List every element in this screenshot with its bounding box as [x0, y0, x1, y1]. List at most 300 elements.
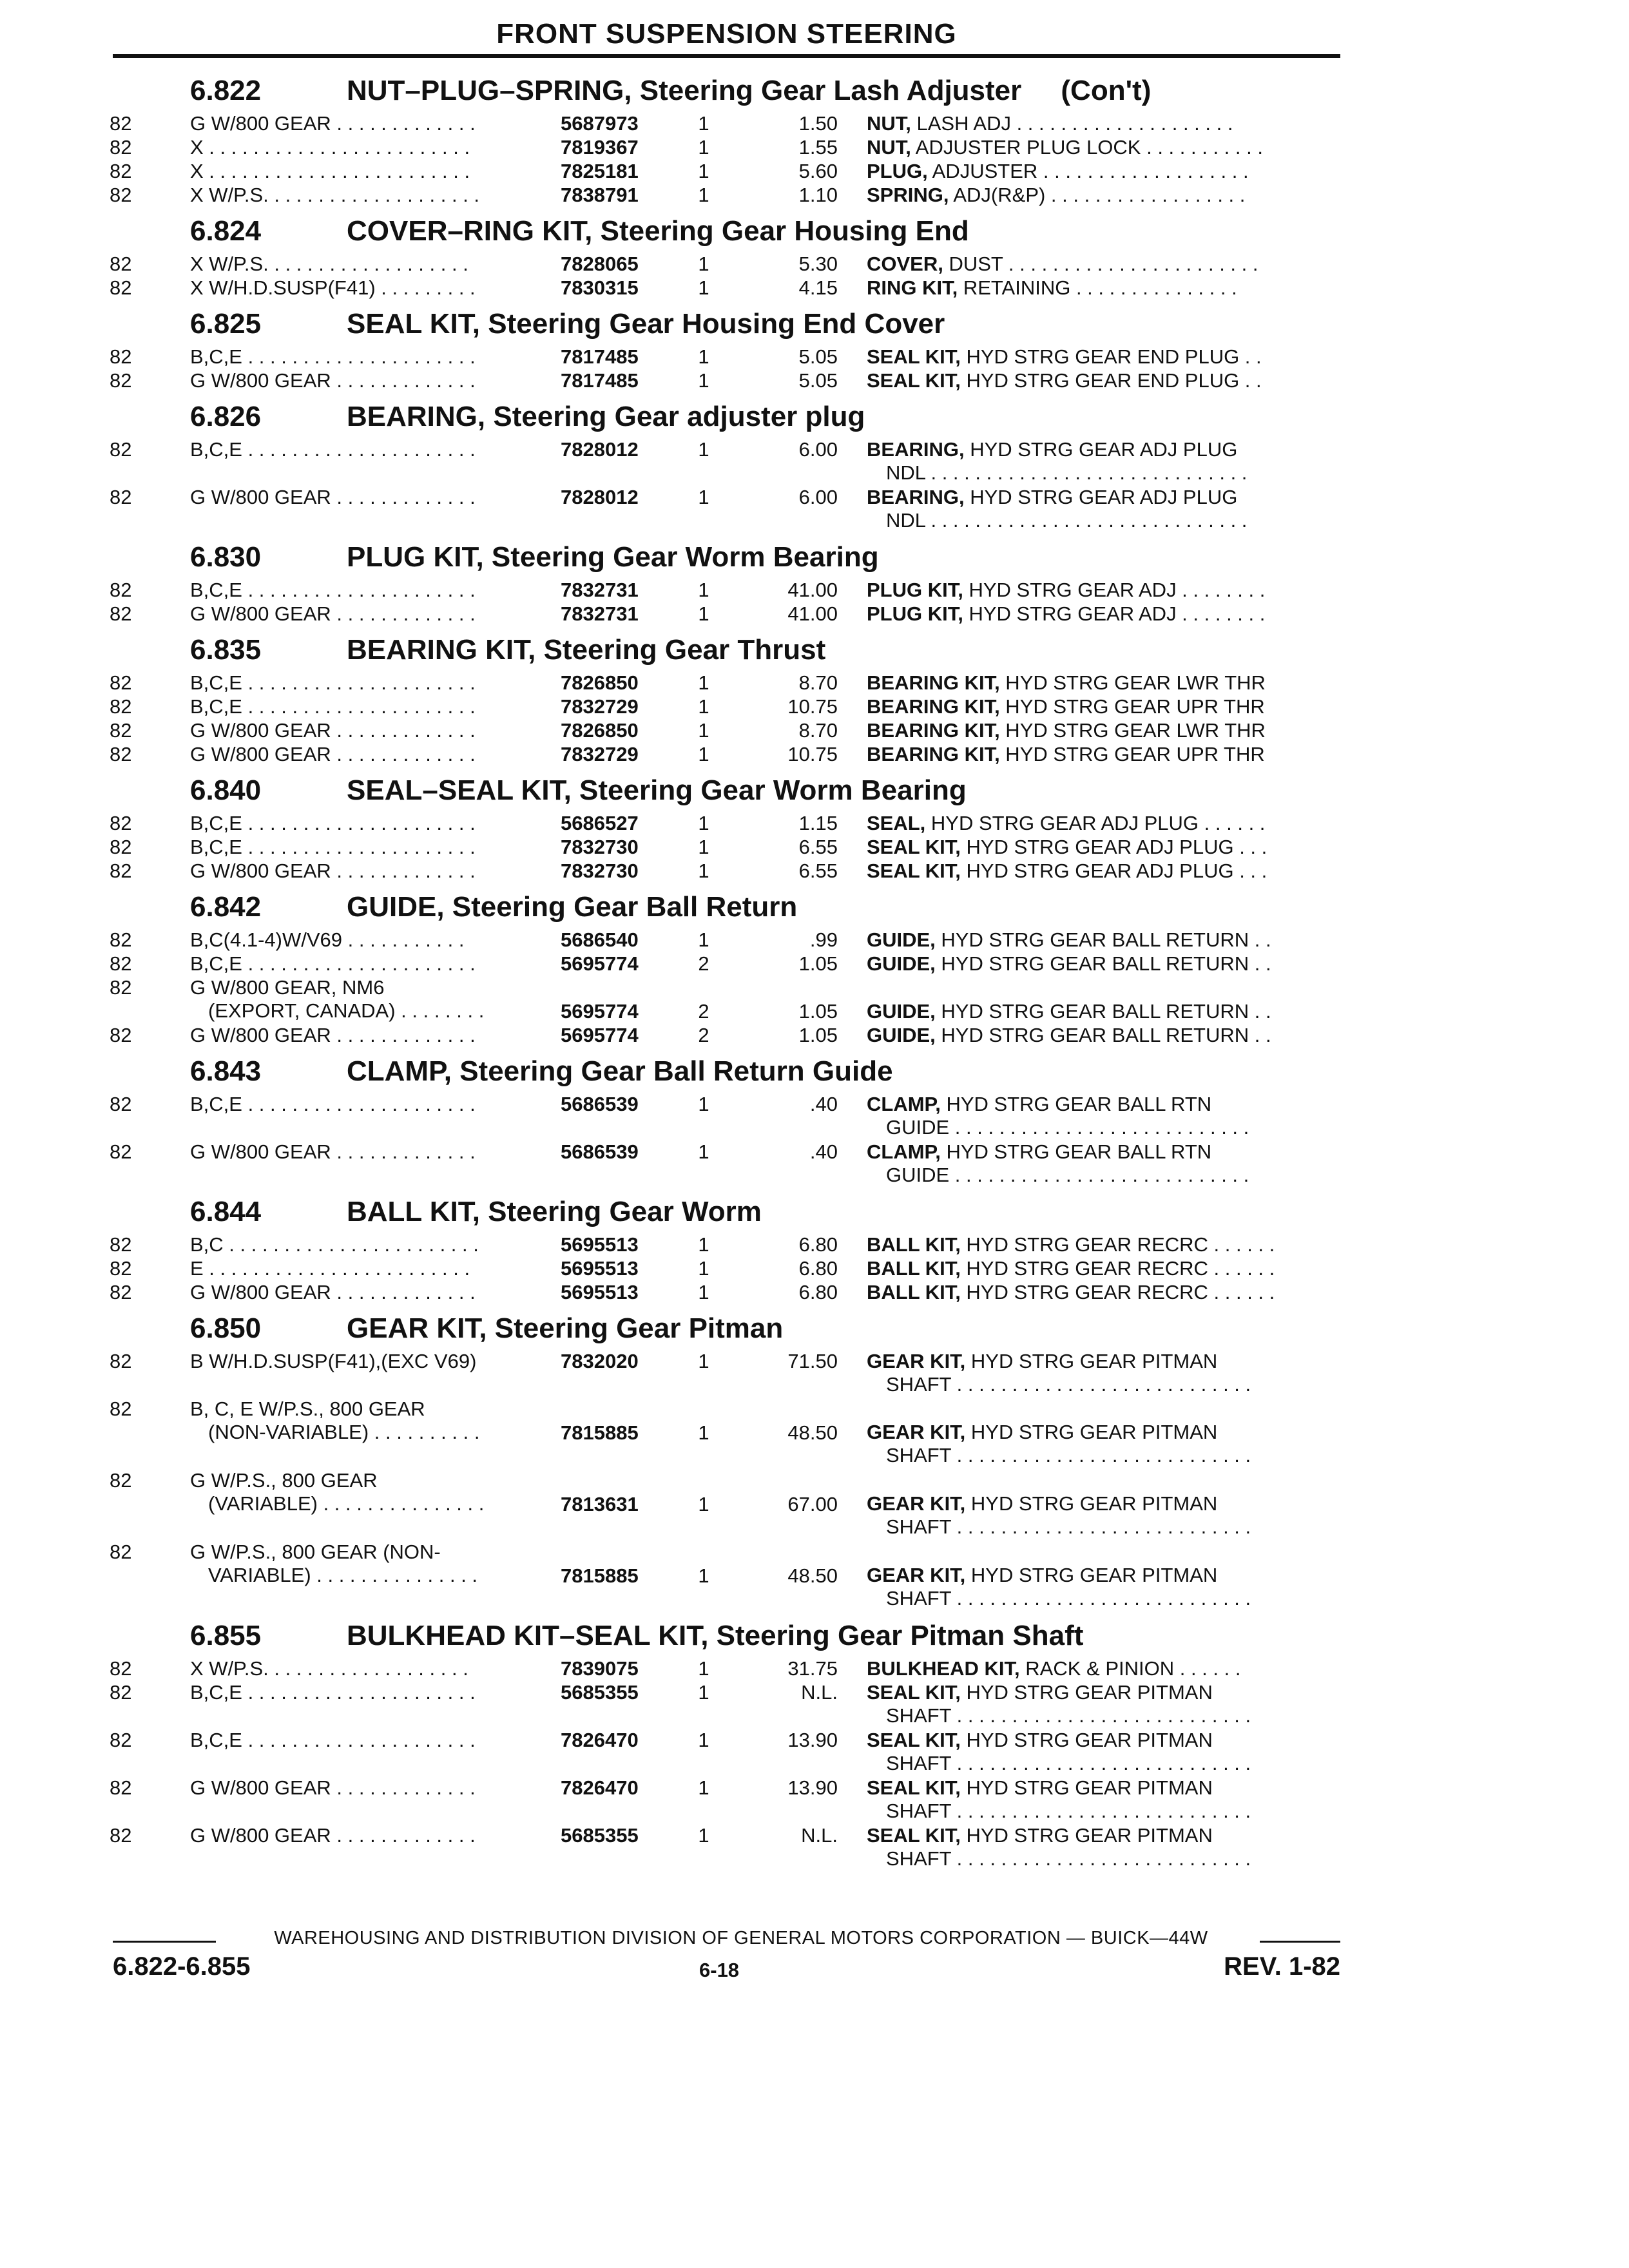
- price: 6.80: [798, 1257, 838, 1280]
- description-noun: BEARING,: [867, 486, 965, 508]
- description-line-1: [867, 812, 1340, 835]
- part-row: [0, 184, 1629, 207]
- description-noun: SEAL KIT,: [867, 1681, 961, 1704]
- part-description: [867, 602, 1340, 626]
- section-heading: [0, 1305, 1629, 1350]
- model-application: [190, 1541, 535, 1587]
- part-number: 7832731: [561, 579, 639, 601]
- section-number: 6.830: [190, 541, 262, 573]
- quantity: 1: [698, 276, 709, 299]
- description-text: HYD STRG GEAR ADJ . . . . . . . .: [963, 579, 1266, 601]
- part-row: [0, 1681, 1629, 1729]
- description-line-2: SHAFT . . . . . . . . . . . . . . . . . . . . . . . . . . .: [886, 1515, 1251, 1538]
- quantity: 2: [698, 1024, 709, 1046]
- section-6-835: [0, 626, 1629, 767]
- part-number: 5695513: [561, 1281, 639, 1303]
- price: 10.75: [787, 695, 838, 718]
- model-line-1: B W/H.D.SUSP(F41),(EXC V69): [190, 1350, 477, 1372]
- section-title: BEARING KIT, Steering Gear Thrust: [347, 634, 826, 666]
- model-line-1: B,C,E . . . . . . . . . . . . . . . . . . . . .: [190, 345, 476, 368]
- part-description: [867, 1729, 1340, 1775]
- section-title: CLAMP, Steering Gear Ball Return Guide: [347, 1055, 893, 1087]
- price: 6.80: [798, 1233, 838, 1256]
- quantity: 1: [698, 812, 709, 834]
- price: 4.15: [798, 276, 838, 299]
- description-line-1: [867, 1776, 1340, 1800]
- section-number: 6.843: [190, 1055, 262, 1087]
- section-6-844: [0, 1188, 1629, 1305]
- description-text: HYD STRG GEAR END PLUG . .: [960, 369, 1262, 392]
- part-row: [0, 1657, 1629, 1681]
- model-line-1: B,C,E . . . . . . . . . . . . . . . . . . . . .: [190, 671, 476, 694]
- part-description: [867, 928, 1340, 952]
- model-application: [190, 1024, 535, 1047]
- description-text: HYD STRG GEAR ADJ PLUG . . .: [960, 836, 1268, 858]
- description-noun: GEAR KIT,: [867, 1350, 966, 1372]
- description-noun: RING KIT,: [867, 276, 958, 299]
- model-line-1: G W/800 GEAR . . . . . . . . . . . . .: [190, 112, 476, 135]
- quantity: 1: [698, 160, 709, 182]
- part-description: [867, 1776, 1340, 1823]
- quantity: 2: [698, 952, 709, 975]
- part-description: [867, 276, 1340, 300]
- model-application: [190, 112, 535, 135]
- model-application: [190, 976, 535, 1023]
- section-heading: [0, 626, 1629, 671]
- model-year: 82: [110, 1140, 132, 1163]
- section-heading: [0, 1188, 1629, 1233]
- description-noun: BEARING,: [867, 438, 965, 461]
- price: N.L.: [801, 1824, 838, 1847]
- model-application: [190, 136, 535, 159]
- part-number: 7828012: [561, 438, 639, 461]
- part-number: 7817485: [561, 345, 639, 368]
- quantity: 1: [698, 438, 709, 461]
- section-title: COVER–RING KIT, Steering Gear Housing End: [347, 215, 969, 247]
- section-heading: [0, 393, 1629, 438]
- description-text: HYD STRG GEAR PITMAN: [960, 1824, 1213, 1847]
- model-line-1: X W/P.S. . . . . . . . . . . . . . . . . . .: [190, 1657, 468, 1680]
- section-heading: [0, 883, 1629, 928]
- section-number: 6.824: [190, 215, 262, 247]
- model-line-1: B,C,E . . . . . . . . . . . . . . . . . . . . .: [190, 1093, 476, 1115]
- model-year: 82: [110, 438, 132, 461]
- part-number: 7825181: [561, 160, 639, 182]
- model-line-2: (VARIABLE) . . . . . . . . . . . . . . .: [208, 1492, 485, 1515]
- price: 10.75: [787, 743, 838, 765]
- section-heading: [0, 533, 1629, 579]
- part-row: [0, 1281, 1629, 1305]
- description-line-2: SHAFT . . . . . . . . . . . . . . . . . . . . . . . . . . .: [886, 1800, 1251, 1822]
- part-number: 7832730: [561, 836, 639, 858]
- price: N.L.: [801, 1681, 838, 1704]
- model-line-2: (EXPORT, CANADA) . . . . . . . .: [208, 999, 485, 1022]
- model-line-1: G W/800 GEAR . . . . . . . . . . . . .: [190, 743, 476, 765]
- description-noun: SEAL,: [867, 812, 926, 834]
- section-number: 6.842: [190, 891, 262, 923]
- quantity: 1: [698, 1681, 709, 1704]
- price: 1.50: [798, 112, 838, 135]
- price: 6.00: [798, 486, 838, 508]
- model-year: 82: [110, 952, 132, 975]
- part-row: [0, 1093, 1629, 1140]
- footer-rule-left: [113, 1941, 216, 1943]
- part-row: [0, 438, 1629, 486]
- model-application: [190, 1350, 535, 1373]
- section-title: BULKHEAD KIT–SEAL KIT, Steering Gear Pitman Shaft: [347, 1620, 1084, 1651]
- description-line-1: [867, 579, 1340, 602]
- quantity: 1: [698, 579, 709, 601]
- quantity: 1: [698, 1281, 709, 1303]
- price: 67.00: [787, 1493, 838, 1515]
- description-line-1: [867, 836, 1340, 859]
- model-line-1: B,C,E . . . . . . . . . . . . . . . . . . . . .: [190, 695, 476, 718]
- part-row: [0, 1350, 1629, 1398]
- part-number: 7832731: [561, 602, 639, 625]
- price: 5.05: [798, 369, 838, 392]
- model-line-1: G W/800 GEAR . . . . . . . . . . . . .: [190, 1281, 476, 1303]
- part-number: 7830315: [561, 276, 639, 299]
- part-number: 5695774: [561, 1024, 639, 1046]
- part-description: [867, 1024, 1340, 1047]
- model-application: [190, 1469, 535, 1515]
- section-number: 6.855: [190, 1620, 262, 1651]
- part-description: [867, 253, 1340, 276]
- quantity: 1: [698, 1776, 709, 1799]
- description-line-2: NDL . . . . . . . . . . . . . . . . . . . . . . . . . . . . .: [886, 461, 1248, 484]
- part-description: [867, 671, 1340, 695]
- price: 1.05: [798, 1000, 838, 1023]
- model-year: 82: [110, 1776, 132, 1799]
- part-number: 7826850: [561, 671, 639, 694]
- price: .40: [809, 1140, 838, 1163]
- description-line-1: [867, 743, 1340, 766]
- model-application: [190, 1398, 535, 1444]
- part-number: 7832730: [561, 860, 639, 882]
- quantity: 1: [698, 1564, 709, 1587]
- model-application: [190, 743, 535, 766]
- model-year: 82: [110, 1024, 132, 1046]
- part-row: [0, 1233, 1629, 1257]
- part-row: [0, 1257, 1629, 1281]
- description-text: HYD STRG GEAR PITMAN: [965, 1564, 1218, 1586]
- description-noun: GUIDE,: [867, 1024, 936, 1046]
- quantity: 1: [698, 1350, 709, 1372]
- quantity: 1: [698, 1657, 709, 1680]
- description-noun: BULKHEAD KIT,: [867, 1657, 1020, 1680]
- model-year: 82: [110, 276, 132, 299]
- model-application: [190, 928, 535, 952]
- part-description: [867, 1093, 1340, 1139]
- model-application: [190, 719, 535, 742]
- quantity: 1: [698, 860, 709, 882]
- section-title: SEAL KIT, Steering Gear Housing End Cover: [347, 308, 945, 340]
- model-year: 82: [110, 112, 132, 135]
- description-line-2: SHAFT . . . . . . . . . . . . . . . . . . . . . . . . . . .: [886, 1847, 1251, 1870]
- part-description: [867, 486, 1340, 532]
- model-line-1: G W/P.S., 800 GEAR (NON-: [190, 1541, 441, 1563]
- model-year: 82: [110, 1541, 132, 1563]
- part-number: 7838791: [561, 184, 639, 206]
- quantity: 1: [698, 836, 709, 858]
- description-text: HYD STRG GEAR BALL RETURN . .: [935, 1000, 1271, 1023]
- quantity: 1: [698, 345, 709, 368]
- model-line-1: G W/800 GEAR . . . . . . . . . . . . .: [190, 602, 476, 625]
- model-line-1: G W/800 GEAR, NM6: [190, 976, 385, 999]
- description-spacer: [867, 1541, 1340, 1564]
- description-line-1: [867, 160, 1340, 183]
- description-text: HYD STRG GEAR PITMAN: [965, 1350, 1218, 1372]
- price: 1.05: [798, 1024, 838, 1046]
- description-noun: SEAL KIT,: [867, 1729, 961, 1751]
- model-line-1: G W/800 GEAR . . . . . . . . . . . . .: [190, 1824, 476, 1847]
- description-noun: PLUG KIT,: [867, 602, 963, 625]
- section-heading: [0, 1612, 1629, 1657]
- description-noun: GEAR KIT,: [867, 1564, 966, 1586]
- quantity: 1: [698, 928, 709, 951]
- part-number: 7817485: [561, 369, 639, 392]
- section-heading: [0, 300, 1629, 345]
- price: 1.55: [798, 136, 838, 159]
- description-noun: COVER,: [867, 253, 943, 275]
- model-application: [190, 184, 535, 207]
- section-number: 6.840: [190, 774, 262, 806]
- footer-division: WAREHOUSING AND DISTRIBUTION DIVISION OF GENERAL MOTORS CORPORATION — BUICK—44W: [274, 1928, 1208, 1948]
- model-line-1: B,C,E . . . . . . . . . . . . . . . . . . . . .: [190, 438, 476, 461]
- part-number: 5686539: [561, 1140, 639, 1163]
- model-year: 82: [110, 1469, 132, 1492]
- model-line-1: G W/800 GEAR . . . . . . . . . . . . .: [190, 486, 476, 508]
- model-year: 82: [110, 976, 132, 999]
- description-text: HYD STRG GEAR PITMAN: [965, 1492, 1218, 1515]
- description-line-1: [867, 112, 1340, 135]
- model-line-1: B,C,E . . . . . . . . . . . . . . . . . . . . .: [190, 1729, 476, 1751]
- part-number: 7826470: [561, 1729, 639, 1751]
- price: 13.90: [787, 1776, 838, 1799]
- part-description: [867, 1281, 1340, 1304]
- part-row: [0, 486, 1629, 533]
- model-year: 82: [110, 486, 132, 508]
- section-heading: [0, 767, 1629, 812]
- quantity: 1: [698, 1421, 709, 1444]
- description-noun: BEARING KIT,: [867, 671, 1000, 694]
- section-number: 6.825: [190, 308, 262, 340]
- model-application: [190, 1233, 535, 1256]
- price: 31.75: [787, 1657, 838, 1680]
- revision-label: REV. 1-82: [1224, 1952, 1340, 1981]
- part-number: 5685355: [561, 1824, 639, 1847]
- description-noun: BEARING KIT,: [867, 743, 1000, 765]
- section-title: GUIDE, Steering Gear Ball Return: [347, 891, 798, 923]
- model-year: 82: [110, 160, 132, 182]
- description-noun: GUIDE,: [867, 928, 936, 951]
- model-application: [190, 1657, 535, 1680]
- section-title: GEAR KIT, Steering Gear Pitman: [347, 1312, 784, 1344]
- description-noun: BEARING KIT,: [867, 719, 1000, 742]
- model-application: [190, 1140, 535, 1164]
- model-application: [190, 579, 535, 602]
- price: .99: [809, 928, 838, 951]
- part-row: [0, 1541, 1629, 1612]
- description-text: HYD STRG GEAR LWR THR: [999, 719, 1266, 742]
- description-line-1: [867, 952, 1340, 975]
- description-noun: BEARING KIT,: [867, 695, 1000, 718]
- part-description: [867, 860, 1340, 883]
- description-line-2: SHAFT . . . . . . . . . . . . . . . . . . . . . . . . . . .: [886, 1373, 1251, 1396]
- section-number: 6.822: [190, 75, 262, 106]
- description-noun: CLAMP,: [867, 1093, 941, 1115]
- part-row: [0, 1776, 1629, 1824]
- part-description: [867, 1681, 1340, 1727]
- model-application: [190, 812, 535, 835]
- part-number: 7828065: [561, 253, 639, 275]
- part-description: [867, 345, 1340, 369]
- model-year: 82: [110, 602, 132, 625]
- model-line-1: B, C, E W/P.S., 800 GEAR: [190, 1398, 425, 1420]
- model-application: [190, 1257, 535, 1280]
- description-text: HYD STRG GEAR ADJ . . . . . . . .: [963, 602, 1266, 625]
- part-description: [867, 1350, 1340, 1396]
- part-number: 5687973: [561, 112, 639, 135]
- description-text: HYD STRG GEAR BALL RTN: [940, 1093, 1212, 1115]
- description-line-2: SHAFT . . . . . . . . . . . . . . . . . . . . . . . . . . .: [886, 1752, 1251, 1774]
- description-line-1: [867, 1257, 1340, 1280]
- price: 6.00: [798, 438, 838, 461]
- section-number: 6.850: [190, 1312, 262, 1344]
- section-6-842: [0, 883, 1629, 1048]
- part-row: [0, 1824, 1629, 1872]
- price: 48.50: [787, 1564, 838, 1587]
- section-6-826: [0, 393, 1629, 533]
- quantity: 1: [698, 719, 709, 742]
- description-text: HYD STRG GEAR RECRC . . . . . .: [960, 1257, 1275, 1280]
- model-application: [190, 438, 535, 461]
- description-line-1: [867, 695, 1340, 718]
- description-line-1: [867, 1140, 1340, 1164]
- model-line-1: X W/P.S. . . . . . . . . . . . . . . . . . .: [190, 253, 468, 275]
- model-line-1: B,C,E . . . . . . . . . . . . . . . . . . . . .: [190, 812, 476, 834]
- model-year: 82: [110, 743, 132, 765]
- model-line-1: G W/800 GEAR . . . . . . . . . . . . .: [190, 1024, 476, 1046]
- part-row: [0, 976, 1629, 1024]
- description-line-1: [867, 345, 1340, 369]
- part-description: [867, 1140, 1340, 1187]
- model-application: [190, 671, 535, 695]
- model-year: 82: [110, 1729, 132, 1751]
- description-line-1: [867, 1681, 1340, 1704]
- model-line-1: G W/800 GEAR . . . . . . . . . . . . .: [190, 719, 476, 742]
- description-line-2: GUIDE . . . . . . . . . . . . . . . . . . . . . . . . . . .: [886, 1164, 1249, 1186]
- part-description: [867, 812, 1340, 835]
- part-number: 5686540: [561, 928, 639, 951]
- part-description: [867, 184, 1340, 207]
- price: 13.90: [787, 1729, 838, 1751]
- description-noun: SEAL KIT,: [867, 345, 961, 368]
- model-year: 82: [110, 928, 132, 951]
- part-row: [0, 860, 1629, 883]
- description-text: HYD STRG GEAR ADJ PLUG: [964, 438, 1238, 461]
- model-line-1: X W/P.S. . . . . . . . . . . . . . . . . . . .: [190, 184, 480, 206]
- description-text: ADJ(R&P) . . . . . . . . . . . . . . . . . .: [949, 184, 1246, 206]
- part-row: [0, 952, 1629, 976]
- part-row: [0, 695, 1629, 719]
- model-application: [190, 276, 535, 300]
- description-noun: SEAL KIT,: [867, 836, 961, 858]
- model-year: 82: [110, 1398, 132, 1420]
- section-6-840: [0, 767, 1629, 883]
- description-line-1: [867, 1093, 1340, 1116]
- part-description: [867, 836, 1340, 859]
- description-text: HYD STRG GEAR PITMAN: [960, 1681, 1213, 1704]
- description-text: HYD STRG GEAR PITMAN: [965, 1421, 1218, 1443]
- model-year: 82: [110, 836, 132, 858]
- description-text: HYD STRG GEAR ADJ PLUG: [964, 486, 1238, 508]
- page-number: 6-18: [699, 1959, 740, 1981]
- model-year: 82: [110, 1824, 132, 1847]
- part-row: [0, 112, 1629, 136]
- description-noun: SEAL KIT,: [867, 1824, 961, 1847]
- model-line-1: G W/800 GEAR . . . . . . . . . . . . .: [190, 1140, 476, 1163]
- description-line-1: [867, 928, 1340, 952]
- description-noun: PLUG,: [867, 160, 928, 182]
- model-line-1: B,C(4.1-4)W/V69 . . . . . . . . . . .: [190, 928, 465, 951]
- model-line-1: X . . . . . . . . . . . . . . . . . . . . . . . .: [190, 160, 470, 182]
- description-line-1: [867, 438, 1340, 461]
- part-row: [0, 602, 1629, 626]
- description-noun: SEAL KIT,: [867, 860, 961, 882]
- model-year: 82: [110, 1257, 132, 1280]
- part-row: [0, 812, 1629, 836]
- page-title: FRONT SUSPENSION STEERING: [496, 18, 957, 50]
- price: 6.80: [798, 1281, 838, 1303]
- quantity: 1: [698, 1824, 709, 1847]
- description-text: HYD STRG GEAR RECRC . . . . . .: [960, 1281, 1275, 1303]
- model-line-1: G W/800 GEAR . . . . . . . . . . . . .: [190, 860, 476, 882]
- quantity: 1: [698, 1493, 709, 1515]
- model-application: [190, 1729, 535, 1752]
- price: .40: [809, 1093, 838, 1115]
- description-spacer: [867, 1469, 1340, 1492]
- quantity: 1: [698, 1729, 709, 1751]
- model-application: [190, 345, 535, 369]
- model-year: 82: [110, 719, 132, 742]
- description-line-1: [867, 136, 1340, 159]
- part-number: 5686539: [561, 1093, 639, 1115]
- part-number: 7828012: [561, 486, 639, 508]
- description-text: HYD STRG GEAR RECRC . . . . . .: [960, 1233, 1275, 1256]
- part-description: [867, 1233, 1340, 1256]
- price: 1.15: [798, 812, 838, 834]
- part-description: [867, 579, 1340, 602]
- section-heading: [0, 67, 1629, 112]
- quantity: 1: [698, 184, 709, 206]
- quantity: 1: [698, 695, 709, 718]
- description-noun: GUIDE,: [867, 1000, 936, 1023]
- model-application: [190, 160, 535, 183]
- part-description: [867, 369, 1340, 392]
- part-row: [0, 836, 1629, 860]
- model-application: [190, 602, 535, 626]
- model-application: [190, 1824, 535, 1847]
- footer-section-range: 6.822-6.855: [113, 1952, 251, 1981]
- description-line-2: SHAFT . . . . . . . . . . . . . . . . . . . . . . . . . . .: [886, 1587, 1251, 1610]
- price: 8.70: [798, 719, 838, 742]
- description-noun: SEAL KIT,: [867, 1776, 961, 1799]
- description-line-1: [867, 1000, 1340, 1023]
- model-line-2: VARIABLE) . . . . . . . . . . . . . . .: [208, 1564, 478, 1586]
- parts-listing: [0, 67, 1629, 1872]
- description-noun: NUT,: [867, 136, 911, 159]
